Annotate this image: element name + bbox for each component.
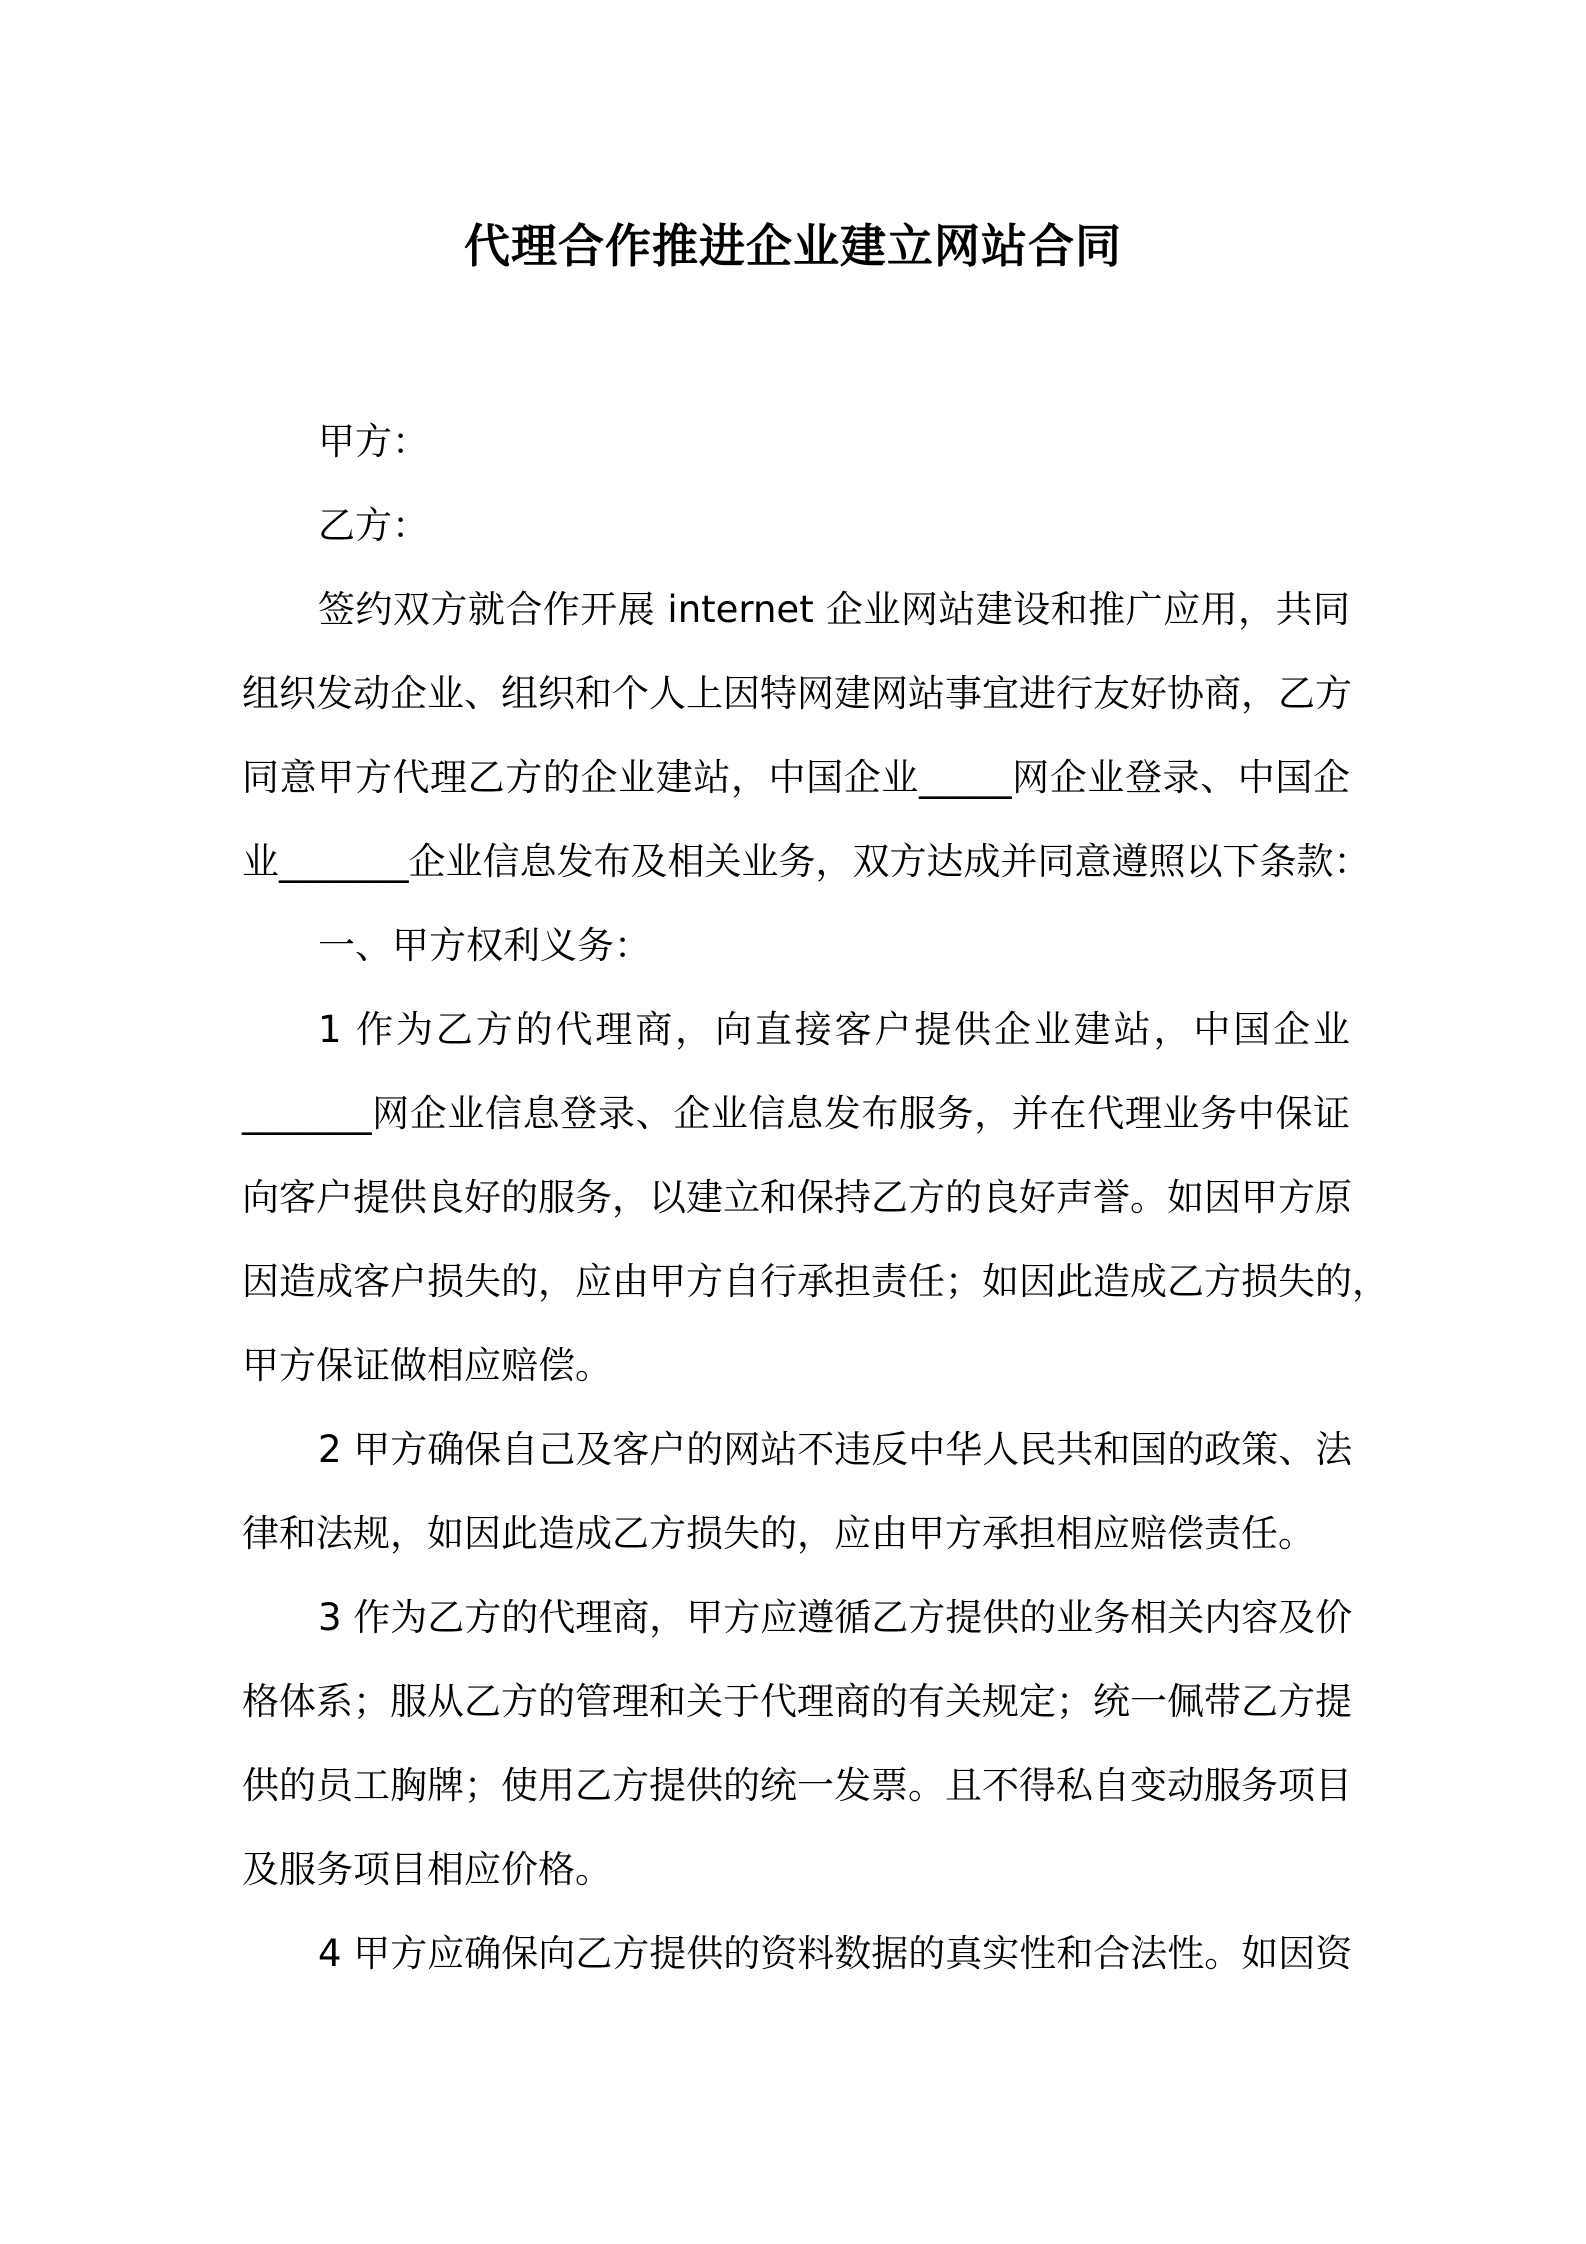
- document-title: 代理合作推进企业建立网站合同: [464, 219, 1122, 273]
- text-line: 向客户提供良好的服务，以建立和保持乙方的良好声誉。如因甲方原: [242, 1176, 1352, 1219]
- text-line: 2 甲方确保自己及客户的网站不违反中华人民共和国的政策、法: [318, 1428, 1353, 1471]
- text-line: 4 甲方应确保向乙方提供的资料数据的真实性和合法性。如因资: [318, 1932, 1353, 1975]
- text-line: 及服务项目相应价格。: [242, 1848, 612, 1891]
- text-line: 业_______企业信息发布及相关业务，双方达成并同意遵照以下条款：: [242, 840, 1371, 883]
- document-body: [242, 400, 1389, 1996]
- text-line: 因造成客户损失的，应由甲方自行承担责任；如因此造成乙方损失的，: [242, 1260, 1389, 1303]
- text-line: 组织发动企业、组织和个人上因特网建网站事宜进行友好协商，乙方: [242, 672, 1352, 715]
- text-line: 同意甲方代理乙方的企业建站，中国企业_____网企业登录、中国企: [242, 756, 1350, 799]
- text-line: 律和法规，如因此造成乙方损失的，应由甲方承担相应赔偿责任。: [242, 1512, 1315, 1555]
- text-line: 格体系；服从乙方的管理和关于代理商的有关规定；统一佩带乙方提: [242, 1680, 1352, 1723]
- text-line: 3 作为乙方的代理商，甲方应遵循乙方提供的业务相关内容及价: [318, 1596, 1353, 1639]
- text-line: _______网企业信息登录、企业信息发布服务，并在代理业务中保证: [242, 1092, 1350, 1135]
- text-line: 1 作为乙方的代理商，向直接客户提供企业建站，中国企业: [318, 1008, 1350, 1051]
- text-line: 签约双方就合作开展 internet 企业网站建设和推广应用，共同: [318, 588, 1350, 631]
- text-line: 甲方保证做相应赔偿。: [242, 1344, 612, 1387]
- text-line: 供的员工胸牌；使用乙方提供的统一发票。且不得私自变动服务项目: [242, 1764, 1352, 1807]
- text-line: 一、甲方权利义务：: [318, 924, 651, 967]
- text-line: 甲方：: [318, 420, 429, 463]
- text-line: 乙方：: [318, 504, 429, 547]
